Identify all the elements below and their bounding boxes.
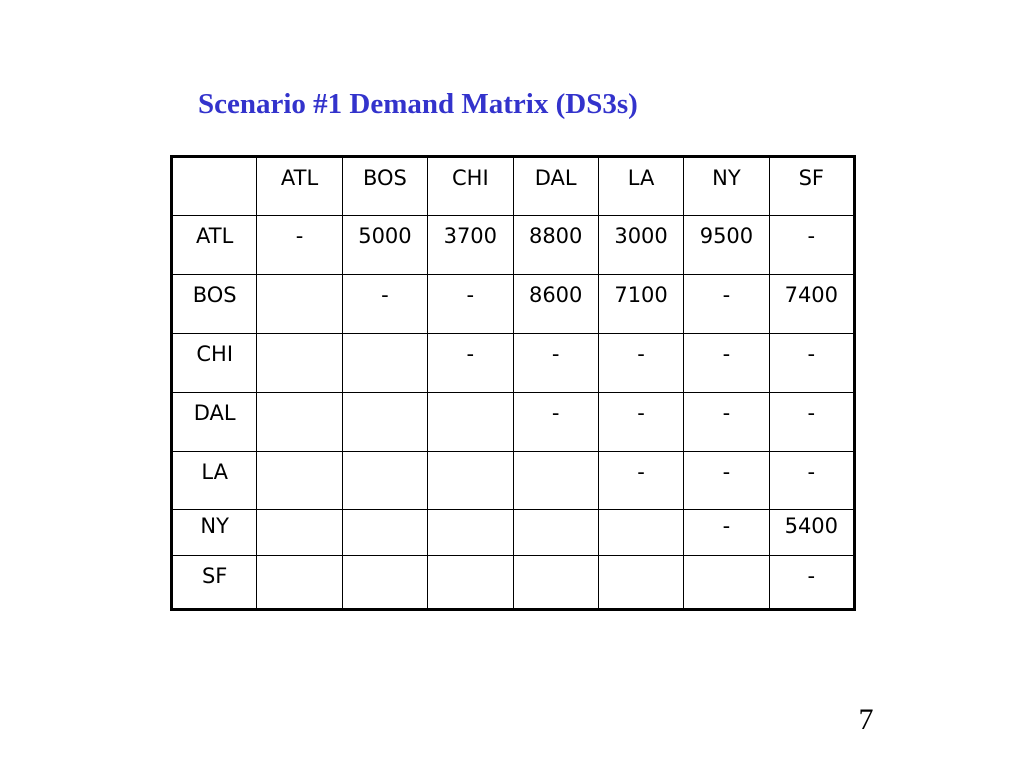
table-cell (257, 393, 342, 452)
table-cell (513, 452, 598, 510)
table-cell: - (598, 452, 683, 510)
table-cell: - (257, 216, 342, 275)
table-cell: 7100 (598, 275, 683, 334)
table-cell (342, 556, 427, 610)
table-header-row (172, 157, 855, 216)
table-cell (428, 452, 513, 510)
table-cell: 8800 (513, 216, 598, 275)
table-row (172, 275, 855, 334)
table-cell: - (769, 556, 854, 610)
table-row (172, 216, 855, 275)
table-cell: 3700 (428, 216, 513, 275)
table-cell (257, 275, 342, 334)
table-cell (428, 393, 513, 452)
column-header: DAL (513, 157, 598, 216)
table-cell: - (684, 275, 769, 334)
row-header: ATL (172, 216, 257, 275)
corner-cell (172, 157, 257, 216)
table-cell: - (598, 334, 683, 393)
page-number: 7 (858, 703, 874, 736)
table-row (172, 452, 855, 510)
table-cell (513, 510, 598, 556)
table-cell: - (684, 334, 769, 393)
table-row (172, 510, 855, 556)
table-cell: 7400 (769, 275, 854, 334)
table-cell: 8600 (513, 275, 598, 334)
table-cell (598, 556, 683, 610)
table-cell: 3000 (598, 216, 683, 275)
table-cell (342, 452, 427, 510)
table-cell: - (513, 393, 598, 452)
column-header: SF (769, 157, 854, 216)
table-cell: - (769, 393, 854, 452)
row-header: SF (172, 556, 257, 610)
table-cell: - (769, 216, 854, 275)
table-cell: - (598, 393, 683, 452)
row-header: LA (172, 452, 257, 510)
column-header: ATL (257, 157, 342, 216)
table-cell (257, 556, 342, 610)
table-cell (342, 393, 427, 452)
table-cell: - (769, 334, 854, 393)
table-cell (513, 556, 598, 610)
table-cell: - (428, 334, 513, 393)
table-cell: - (684, 452, 769, 510)
table-cell (428, 510, 513, 556)
table-cell (257, 334, 342, 393)
table-cell: 5400 (769, 510, 854, 556)
row-header: NY (172, 510, 257, 556)
table-cell (684, 556, 769, 610)
table-cell (257, 452, 342, 510)
table-cell: - (684, 510, 769, 556)
slide-title: Scenario #1 Demand Matrix (DS3s) (198, 88, 638, 120)
table-cell (257, 510, 342, 556)
table-row (172, 393, 855, 452)
table-row (172, 334, 855, 393)
table-cell: - (684, 393, 769, 452)
table-cell (342, 510, 427, 556)
row-header: BOS (172, 275, 257, 334)
column-header: CHI (428, 157, 513, 216)
table-cell (428, 556, 513, 610)
table-cell (342, 334, 427, 393)
table-cell: - (513, 334, 598, 393)
row-header: DAL (172, 393, 257, 452)
column-header: BOS (342, 157, 427, 216)
table-row (172, 556, 855, 610)
table-cell: - (342, 275, 427, 334)
table-cell (598, 510, 683, 556)
column-header: NY (684, 157, 769, 216)
table-cell: 9500 (684, 216, 769, 275)
column-header: LA (598, 157, 683, 216)
demand-matrix-table (170, 155, 856, 611)
row-header: CHI (172, 334, 257, 393)
table-cell: 5000 (342, 216, 427, 275)
table-cell: - (428, 275, 513, 334)
table-cell: - (769, 452, 854, 510)
